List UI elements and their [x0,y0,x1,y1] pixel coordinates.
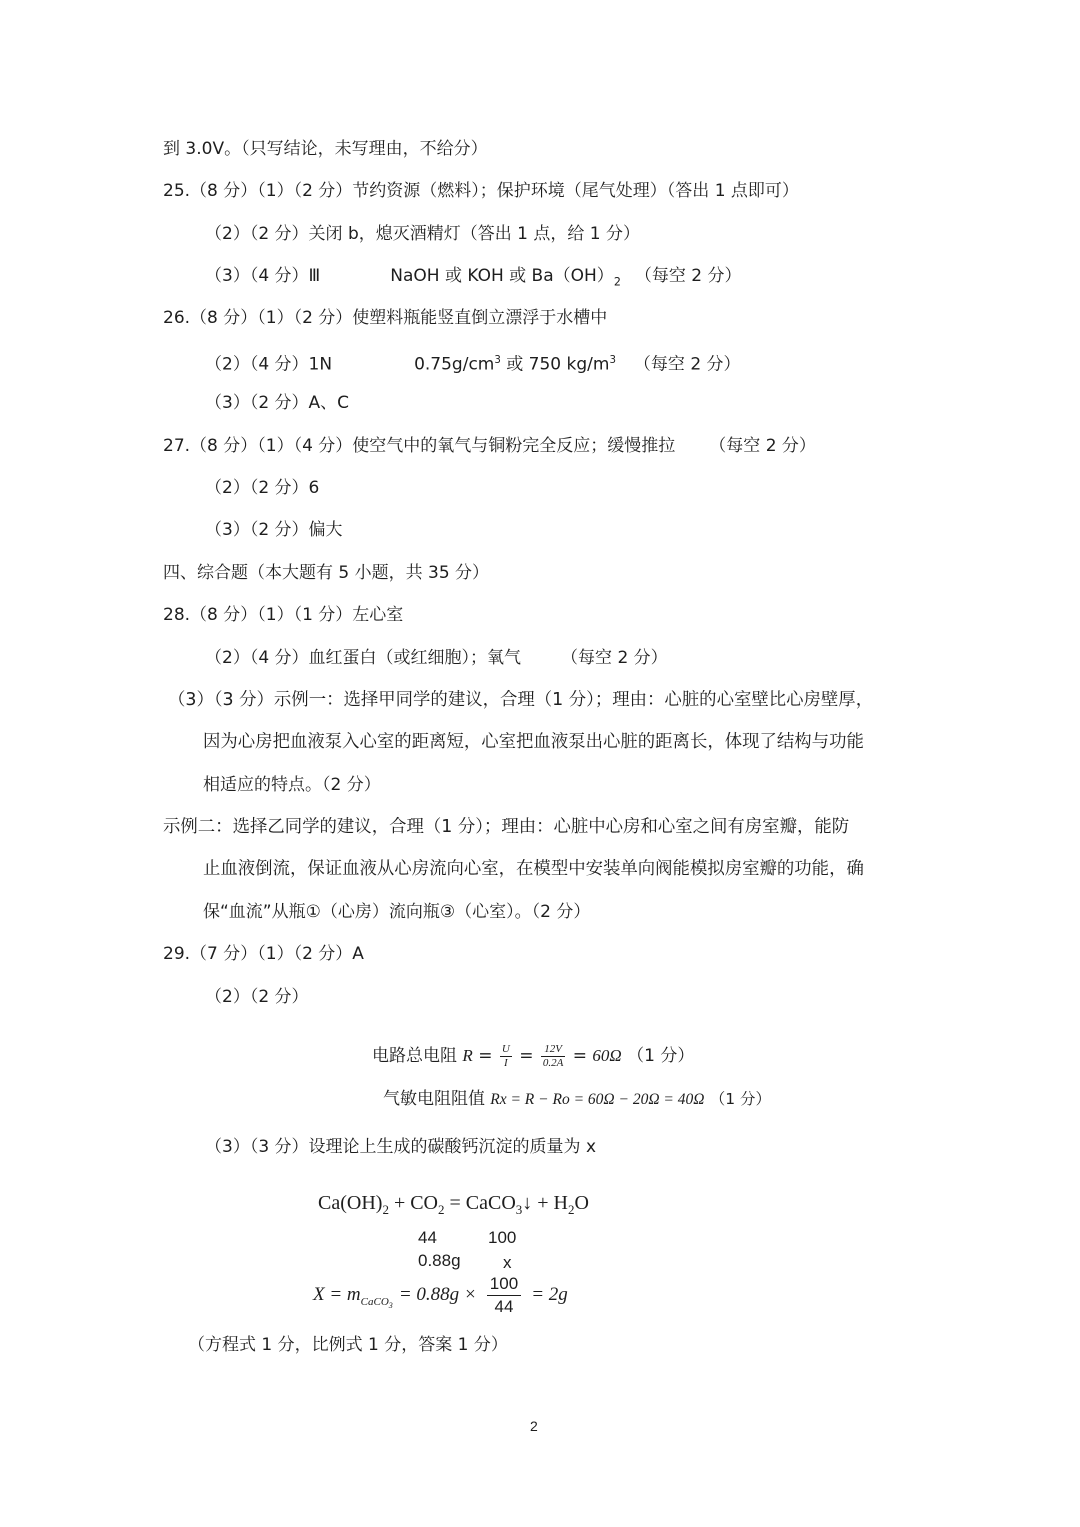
fraction-denominator: 44 [494,1296,514,1316]
formula-expression: Rx = R − Ro = 60Ω − 20Ω = 40Ω [490,1091,705,1108]
eq-part: Ca(OH) [318,1192,383,1214]
eq-part: + CO [388,1192,438,1214]
answer-27-line-1 [163,434,816,458]
text-line: 到 3.0V。（只写结论，未写理由，不给分） [163,139,488,159]
page-number: 2 [530,1418,538,1434]
eq-part: = CaCO [444,1192,516,1214]
answer-27-line-2: （2）（2 分）6 [205,478,320,498]
fraction-numerator: 100 [487,1273,521,1296]
score-note: （1 分） [709,1090,772,1108]
answer-equation [313,1270,568,1330]
answer-28-3-example2-line-2: 止血液倒流，保证血液从心房流向心室，在模型中安装单向阀能模拟房室瓣的功能，确 [203,859,864,879]
answer-fraction [487,1273,521,1318]
answer-lhs: X = m [313,1284,361,1305]
subscript: 3 [515,1202,523,1217]
subscript: 2 [438,1202,445,1217]
score-note: （1 分） [627,1046,695,1066]
answer-rhs: = 2g [531,1284,568,1305]
answer-29-line-3: （3）（3 分）设理论上生成的碳酸钙沉淀的质量为 x [205,1137,596,1157]
subscript: 3 [388,1300,393,1310]
answer-29-line-1: 29.（7 分）（1）（2 分）A [163,944,364,964]
answer-26-line-1: 26.（8 分）（1）（2 分）使塑料瓶能竖直倒立漂浮于水槽中 [163,308,608,328]
answer-27-1-text: 27.（8 分）（1）（4 分）使空气中的氧气与铜粉完全反应；缓慢推拉 [163,436,676,456]
answer-26-line-2 [205,349,741,377]
answer-28-3-line-3: 相适应的特点。（2 分） [203,775,381,795]
answer-28-3-example2-line-3: 保“血流”从瓶①（心房）流向瓶③（心室）。（2 分） [203,902,591,922]
score-note: （每空 2 分） [633,354,741,375]
ratio-value-mass: 0.88g [418,1251,461,1270]
score-note: （每空 2 分） [561,648,668,668]
formula-label: 电路总电阻 [372,1046,457,1066]
density-value-2: 或 750 kg/m [500,354,610,375]
fraction-denominator: I [504,1057,508,1069]
fraction-u-over-i [500,1043,512,1070]
answer-mid: = 0.88g × [398,1284,477,1305]
ratio-value-100: 100 [488,1228,517,1247]
subscript: CaCO [360,1295,389,1308]
section-heading: 四、综合题（本大题有 5 小题，共 35 分） [163,563,490,583]
fraction-denominator: 0.2A [542,1057,564,1069]
answer-27-line-3: （3）（2 分）偏大 [205,520,343,540]
answer-25-3-label: （3）（4 分）Ⅲ [205,266,321,286]
answer-25-line-3 [205,264,741,294]
fraction-values [541,1043,565,1070]
answer-28-2-text: （2）（4 分）血红蛋白（或红细胞）；氧气 [205,648,522,668]
ratio-value-x: x [503,1253,512,1272]
score-note: （每空 2 分） [709,436,816,456]
scoring-note: （方程式 1 分，比例式 1 分，答案 1 分） [188,1335,508,1355]
subscript: 2 [613,275,621,289]
formula-total-resistance [372,1040,694,1072]
subscript: 2 [568,1202,575,1217]
formula-symbol: R [462,1046,473,1065]
answer-29-line-2: （2）（2 分） [205,987,309,1007]
chemical-equation [318,1189,589,1224]
answer-28-3-line-1: （3）（3 分）示例一：选择甲同学的建议，合理（1 分）；理由：心脏的心室壁比心房壁厚， [168,690,874,710]
answer-28-line-1: 28.（8 分）（1）（1 分）左心室 [163,605,404,625]
eq-part: ↓ + H [522,1192,569,1214]
formula-label: 气敏电阻阻值 [383,1089,485,1109]
answer-28-3-example2-line-1: 示例二：选择乙同学的建议，合理（1 分）；理由：心脏中心房和心室之间有房室瓣，能防 [163,817,850,837]
ratio-value-44: 44 [418,1228,437,1247]
equals-sign: = [572,1046,588,1066]
density-value-1: 0.75g/cm [414,354,495,375]
superscript: 3 [494,355,501,366]
formula-result: 60Ω [592,1046,622,1065]
fraction-numerator: 12V [541,1043,565,1057]
answer-25-line-1: 25.（8 分）（1）（2 分）节约资源（燃料）；保护环境（尾气处理）（答出 1 点即可） [163,181,799,201]
answer-26-line-3: （3）（2 分）A、C [205,393,350,413]
answer-28-line-2 [205,646,668,670]
answer-25-line-2: （2）（2 分）关闭 b，熄灭酒精灯（答出 1 点，给 1 分） [205,224,640,244]
answer-26-2-label: （2）（4 分）1N [205,354,333,375]
fraction-numerator: U [501,1043,510,1055]
score-note: （每空 2 分） [634,266,742,286]
answer-28-3-line-2: 因为心房把血液泵入心室的距离短，心室把血液泵出心脏的距离长，体现了结构与功能 [203,732,864,752]
answer-25-3-value: NaOH 或 KOH 或 Ba（OH） [390,266,614,286]
equals-sign: = [519,1046,534,1066]
equals-sign: = [478,1046,493,1066]
formula-gas-resistance [383,1087,771,1112]
superscript: 3 [609,355,616,366]
subscript: 2 [382,1202,389,1217]
eq-part: O [574,1192,589,1214]
